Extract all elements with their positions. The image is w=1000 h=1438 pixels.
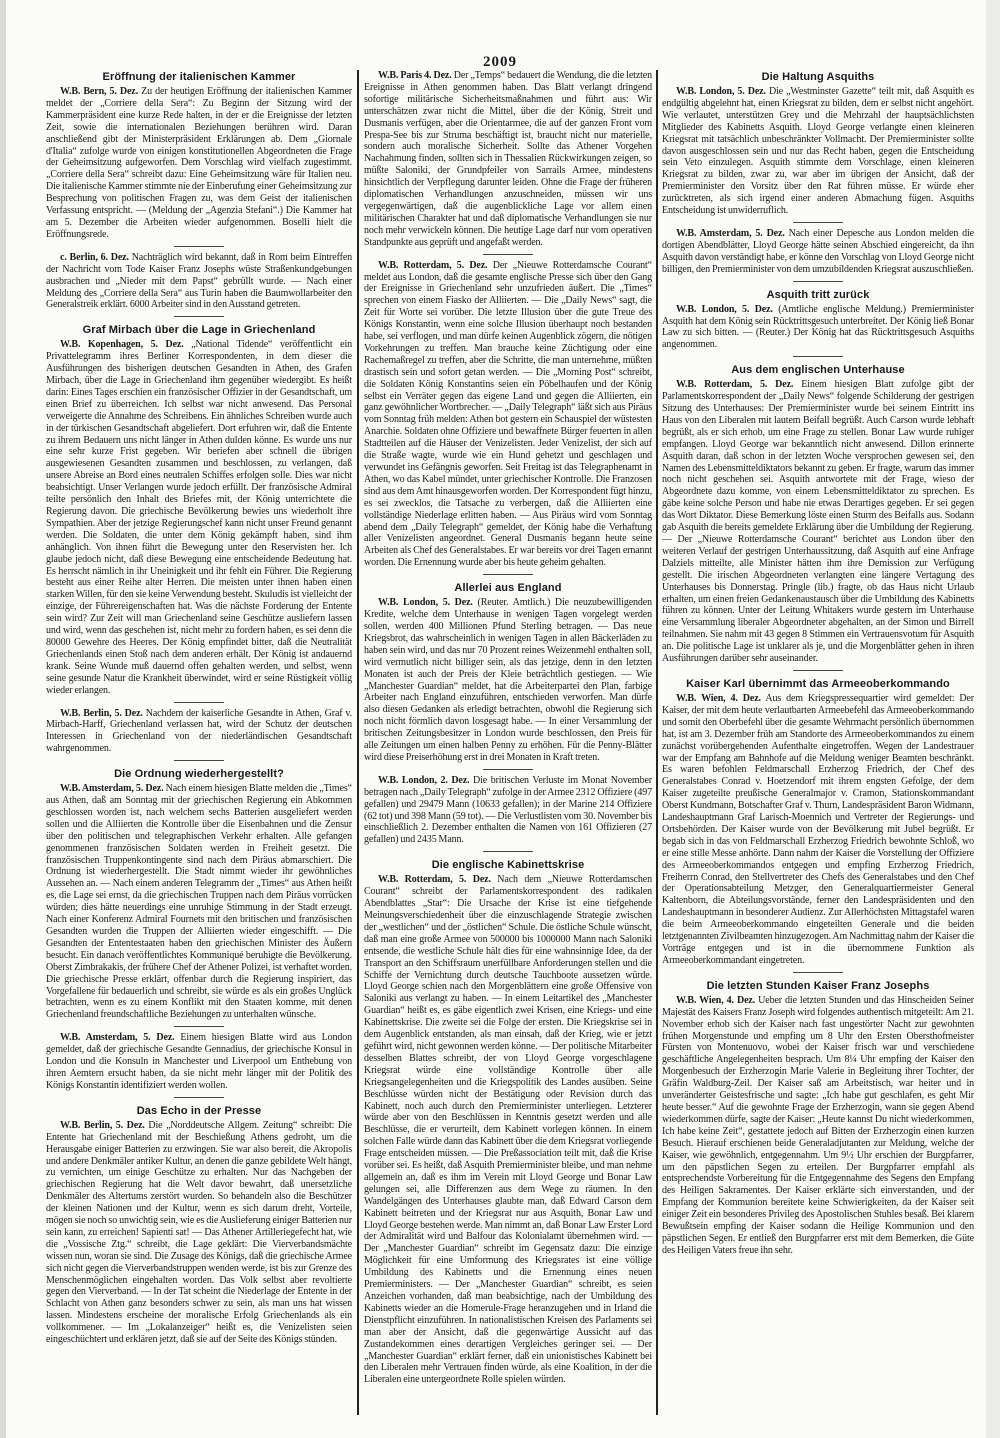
article xyxy=(46,1097,352,1346)
article xyxy=(364,70,652,569)
article-paragraph xyxy=(662,693,974,967)
paragraph-text: Die „Westminster Gazette“ teilt mit, daß Asquith es endgültig abgelehnt hat, einen Kriegsrat zu bilden, dem er selbst nicht angehört. Wie verlautet, unterstützen Grey und die Mehrzahl der hauptsächlichsten Mitglieder des Kabinetts Asquith. Lloyd George verlangte einen kleineren Kriegsrat mit tatsächlich unbeschränkter Vollmacht. Der Premierminister sollte davon ausgeschlossen sein und nur das Recht haben, gegen die Entscheidung sein Veto einzulegen. Asquith stimmte dem Vorschlage, einen kleineren Kriegsrat zu bilden, zwar zu, war aber im übrigen der Ansicht, daß der Premierminister den Vorsitz über den Rat führen müsse. Er würde eher zurücktreten, als sich irgend einer anderen Abmachung fügen. Asquiths Entscheidung ist unwiderruflich. xyxy=(662,86,975,217)
paragraph-text: Nach einem hiesigen Blatte melden die „Times“ aus Athen, daß am Sonntag mit der griechischen Regierung ein Abkommen geschlossen worden ist, nach welchem sechs Batterien ausgeliefert werden sollen und die Alliierten die Kontrolle über die Eisenbahnen und die Zensur über den politischen und telegraphischen Verkehr erhalten. Alle gefangen genommenen französischen Soldaten werden in Freiheit gesetzt. Die französischen Truppenkontingente sind nach dem Piräus abmarschiert. Die Ordnung ist wiederhergestellt. Die Stadt nimmt wieder ihr gewöhnliches Aussehen an. — Nach einem anderen Telegramm der „Times“ aus Athen heißt es, die Lage sei ernst, da die griechischen Truppen nach dem Piräus vorrücken würden; dies hätte neuerdings eine unruhige Stimmung in der Stadt erzeugt. Nach einer Konferenz Admiral Fournets mit den britischen und französischen Gesandten wurden die Truppen der Alliierten wieder eingeschifft. — Die Gesandten der Ententestaaten haben den griechischen Minister des Äußern besucht. Ein danach veröffentlichtes Kommuniqué beruhigte die Bevölkerung. Oberst Zimbrakakis, der frühere Chef der Athener Polizei, ist verhaftet worden. Die griechische Presse erklärt, offenbar durch die Regierung inspiriert, das Vorgefallene für bedauerlich und schreibt, sie würde es als ein großes Unglück betrachten, wenn es zu einem Konflikt mit den Staaten komme, mit denen Griechenland freundschaftliche Beziehungen zu unterhalten wünsche. xyxy=(46,783,352,1021)
column-3 xyxy=(662,70,974,1260)
article-headline: Die Haltung Asquiths xyxy=(761,71,875,83)
paragraph-text: (Reuter. Amtlich.) Die neuzubewilligenden Kredite, welche dem Unterhause in wenigen Tagen vorgelegt werden sollen, werden 400 Millionen Pfund Sterling betragen. — Das neue Kriegsbrot, das wahrscheinlich in wenigen Tagen in allen Bäckerläden zu haben sein wird, und das nur 70 Prozent reines Weizenmehl enthalten soll, wird vermutlich nicht billiger sein, als das jetzige, denn in den letzten Monaten ist auch der Preis der Kleie beträchtlich gestiegen. — Wie „Manchester Guardian“ meldet, hat die Arbeiterpartei den Plan, farbige Arbeiter nach England einzuführen, entschieden verworfen. Man dürfe also diesen Gedanken als erledigt betrachten, obwohl die Regierung sich noch nicht förmlich davon losgesagt habe. — In einer Versammlung der britischen Zeitungsbesitzer in London wurde beschlossen, den Preis für alle Zeitungen um einen halben Penny zu erhöhen. Für die Penny-Blätter wird diese Preiserhöhung erst in drei Monaten in Kraft treten. xyxy=(364,597,653,763)
page-edge-left xyxy=(0,0,6,1438)
paragraph-text: Aus dem Kriegspressequartier wird gemeldet: Der Kaiser, der mit dem heute verlautbarten Armeebefehl das Armeeoberkommando und somit den Oberbefehl über die gesamte Wehrmacht persönlich übernommen hat, ist am 3. Dezember früh am Standorte des Armeeoberkommandos zu einem zunächst vorübergehenden Aufenthalte eingetroffen. Wegen der Landestrauer war der Empfang am Bahnhofe auf die Meldung weniger Beamten beschränkt. Es waren befohlen Feldmarschall Erzherzog Friedrich, der Chef des Generalstabes Conrad v. Hoetzendorf mit ihrem engsten Gefolge, der dem Kaiser zugeteilte preußische Generalmajor v. Cramon, Stationskommandant Oberst Kundmann, Botschafter Graf v. Thurn, Landespräsident Baron Widmann, Landeshauptmann Graf Larisch-Moennich und Vertreter der Regierungs- und Ortsbehörden. Der Kaiser wurde von der Bevölkerung mit Jubel begrüßt. Er begab sich in das von Feldmarschall Erzherzog Friedrich bewohnte Schloß, wo er eine stille Messe anhörte. Dann nahm der Kaiser die Vorstellung der Offiziere des Armeeoberkommandos entgegen und empfing Erzherzog Friedrich, Freiherrn Conrad, den Stellvertreter des Chefs des Generalstabes und den Chef der Operationsabteilung Metzger, den Generalquartiermeister General Kaltenborn, die Abteilungsvorstände, ferner den Landespräsidenten und den Landeshauptmann in besonderer Audienz. Zur Allerhöchsten Mittagstafel waren die beim Armeeoberkommando eingeteilten Generale und die beiden letztgenannten Zivilbeamten hinzugezogen. Am Nachmittag nahm der Kaiser die Vorträge entgegen und ist in die übernommene Funktion als Armeeoberkommandant eingetreten. xyxy=(662,692,975,966)
dateline: W.B. Wien, 4. Dez. xyxy=(676,994,756,1006)
article-paragraph xyxy=(46,783,352,1021)
paragraph-text: Der „Nieuwe Rotterdamsche Courant“ meldet aus London, daß die gesamte englische Presse sich über den Gang der Ereignisse in Griechenland sehr unzufrieden äußert. Die „Times“ sprechen von einem Fiasko der Alliierten. — Die „Daily News“ sagt, die Zeit für Worte sei vorüber. Die letzte Illusion über die gute Treue des Königs Konstantin, wenn eine solche Illusion überhaupt noch bestanden habe, sei verflogen, und man dürfe keinen Augenblick zögern, die nötigen Vorkehrungen zu treffen. Man brauche keine Züchtigung oder eine Rachemaßregel zu treffen, aber die Schritte, die man unternehme, müßten drastisch sein und sofort getan werden. — Die „Morning Post“ schreibt, die Soldaten König Konstantins seien ein Pöbelhaufen und der König selbst ein Verräter gegen das eigene Land und gegen die Alliierten, ein ganz gewöhnlicher Wortbrecher. — „Daily Telegraph“ läßt sich aus Piräus vom Sonntag früh melden: Athen bot gestern ein Schauspiel der wüstesten Anarchie. Soldaten ohne Offiziere und bewaffnete Bürger feuerten in allen Stadtteilen auf die Häuser der Venizelisten. Jeder Venizelist, der sich auf die Straße wagte, wurde wie ein Hund gehetzt und geschlagen und verwundet ins Gefängnis geworfen. Seit Freitag ist das Telegraphenamt in Athen, wo das Kabel mündet, unter griechischer Kontrolle. Die Franzosen sind aus dem Amt hinausgeworfen worden. Der Korrespondent fügt hinzu, es sei zwecklos, die Tatsache zu verbergen, daß die Alliierten eine vollständige Niederlage erlitten haben. — Aus Piräus wird vom Sonntag abend dem „Daily Telegraph“ gemeldet, der König habe die Verhaftung aller Venizelisten angeordnet. General Dusmanis begann heute seine Arbeiten als Chef des Generalstabes. Er war bereits vor drei Tagen ernannt worden. Die Ernennung wurde aber bis heute geheim gehalten. xyxy=(364,259,652,569)
paragraph-text: Einem hiesigen Blatt zufolge gibt der Parlamentskorrespondent der „Daily News“ folgende Schilderung der gestrigen Sitzung des Unterhauses: Der Premierminister wurde bei seinem Eintritt ins Haus von den Liberalen mit lautem Beifall begrüßt. Auch Carson wurde lebhaft begrüßt, als er sich erhob, um eine Frage zu stellen. Bonar Law wurde ruhiger empfangen. Lloyd George war bekanntlich nicht anwesend. Dillon erinnerte Asquith daran, daß schon in der letzten Woche versprochen gewesen sei, den Namen des Lebensmitteldiktators bekannt zu geben. Er fragte, warum das immer noch nicht geschehen sei. Asquith antwortete mit der Frage, wieso der Abgeordnete dazu komme, von einem Lebensmitteldiktator zu sprechen. Es gäbe keine solche Person und habe nie etwas Derartiges gegeben. Er sei gegen das Wort Diktator. Diese Bemerkung löste einen Sturm des Beifalls aus. Sodann gab Asquith die bereits gemeldete Erklärung über die Umbildung der Regierung. — Der „Nieuwe Rotterdamsche Courant“ berichtet aus London über den weiteren Verlauf der gestrigen Unterhaussitzung, daß Asquith auf eine Anfrage Dalziels mitteilte, alle Minister hätten ihm ihre Demission zur Verfügung gestellt. Die irischen Abgeordneten verlangten eine längere Vertagung des Unterhauses bis Donnerstag. Pringle (lib.) fragte, ob das Haus nicht Urlaub erhalten, um einen freien Gedankenaustausch über die Umbildung des Kabinetts führen zu können. Unter der Leitung Whitakers wurde gestern im Unterhause eine Versammlung liberaler Abgeordneter abgehalten, an der Simon und Birrell teilnahmen. Sie nahm mit 43 gegen 8 Stimmen ein Vertrauensvotum für Asquith an. Die politische Lage ist unklarer als je, und die Morgenblätter gehen in ihren Ausführungen darüber sehr auseinander. xyxy=(662,379,974,665)
article xyxy=(46,760,352,1092)
article-paragraph xyxy=(364,70,652,249)
paragraph-text: „National Tidende“ veröffentlicht ein Privattelegramm ihres Berliner Korrespondenten, in dem dieser die Ausführungen des bisherigen deutschen Gesandten in Athen, des Grafen Mirbach, über die Lage in Griechenland ihm gegenüber wiedergibt. Es heißt darin: Eines Tages erschien ein französischer Offizier in der Gesandtschaft, um einen Brief zu überreichen. Ich selbst war nicht anwesend. Das Personal verweigerte die Annahme des Schreibens. Ein ähnliches Schreiben wurde auch in der türkischen Gesandtschaft abgeliefert. Dort erfuhren wir, daß die Entente zu ihrem Bedauern uns nicht länger in Athen dulden könne. Es wurde uns nur eine sehr kurze Frist gegeben. Wir beriefen aber schnell die übrigen ausgewiesenen Gesandten zusammen und beschlossen, zu verlangen, daß unsere Abreise an Bord eines neutralen Schiffes erfolgen solle. Dies war nicht beabsichtigt. Unser Verlangen wurde jedoch erfüllt. Der französische Admiral teilte persönlich den Inhalt des Briefes mit, der König unterrichtete die Regierung davon. Die griechische Bevölkerung bewies uns wiederholt ihre Sympathien. Aber der jetzige Regierungschef kann nicht unser Freund genannt werden. Die Soldaten, die unter dem König gekämpft haben, sind ihm anhänglich. Von ihnen führt die Bewegung unter den Reservisten her. Ich glaube jedoch nicht, daß diese Bewegung eine entscheidende Bedeutung hat. Es herrscht nämlich in ihr Uneinigkeit und ihr fehlt ein Führer. Die Regierung besteht aus einer Reihe alter Herren. Die meisten unter ihnen haben einen starken Willen, für den sie keine Verwendung besteht. Skuludis ist vielleicht der einzige, der Führereigenschaften hat. Was die nächste Forderung der Entente sein wird? Zur Zeit will man Griechenland seine Geschütze ausliefern lassen und wird, wenn das geschehen ist, nicht mehr zu fordern haben, es sei denn die 80000 Gewehre des Heeres. Der König empfindet bitter, daß die Neutralität Griechenlands einen Stoß nach dem anderen erhält. Der König ist andauernd krank. Seine Wunde muß dauernd offen gehalten werden, und selbst, wenn seine gesunde Natur die Krankheit überwindet, wird er seine Rüstigkeit völlig wieder erlangen. xyxy=(46,339,352,696)
dateline: W.B. Berlin, 5. Dez. xyxy=(60,707,143,719)
dateline: W.B. Amsterdam, 5. Dez. xyxy=(60,783,164,795)
separator-rule xyxy=(174,246,224,247)
paragraph-text: Einem hiesigen Blatte wird aus London gemeldet, daß der griechische Gesandte Gennadius, der griechische Konsul in London und die Konsuln in Manchester und Liverpool um Enthebung von ihren Aemtern ersucht haben, da sie nicht mehr länger mit der Politik des Königs Konstantin identifiziert werden wollen. xyxy=(46,1032,352,1091)
column-2 xyxy=(364,70,652,1389)
column-rule xyxy=(656,70,658,1415)
article-paragraph xyxy=(46,1032,352,1092)
dateline: W.B. London, 5. Dez. xyxy=(676,303,773,315)
article-paragraph xyxy=(46,339,352,696)
separator-rule xyxy=(793,222,843,223)
page-number: 2009 xyxy=(483,54,517,70)
page-edge-right xyxy=(986,0,1000,1438)
article-paragraph xyxy=(364,874,652,1386)
paragraph-text: Nach dem „Nieuwe Rotterdamschen Courant“ schreibt der Parlamentskorrespondent des radikalen Abendblattes „Star“: Die Ursache der Krise ist eine tiefgehende Meinungsverschiedenheit über die einzuschlagende Strategie zwischen der „westlichen“ und der „östlichen“ Schule. Die östliche Schule wünscht, daß man eine große Armee von 500000 bis 1000000 Mann nach Saloniki entsende, die westliche Schule hält dies für eine wahnsinnige Idee, da der Transport an den Schiffsraum unerfüllbare Anforderungen stellen und die Schiffe der Vernichtung durch deutsche Tauchboote aussetzen würde. Lloyd George schien nach den Morgenblättern eine große Offensive von Saloniki aus verlangt zu haben. — In einem Leitartikel des „Manchester Guardian“ heißt es, es gäbe eigentlich zwei Krisen, eine Kriegs- und eine Kabinettskrise. Die zweite sei die Folge der ersten. Die Kriegskrise sei in dem Augenblick entstanden, als man einsah, daß der Krieg, wie er jetzt geführt wird, nicht gewonnen werden könne. — Der politische Mitarbeiter desselben Blattes schreibt, der von Lloyd George vorgeschlagene Kriegsrat würde eine vollständige Kontrolle über alle Kriegsangelegenheiten und die Kriegspolitik des Landes ausüben. Seine Beschlüsse würden nicht der Bestätigung oder Revision durch das Kabinett, noch auch durch den Premierminister unterliegen. Letzterer würde aber von den Beschlüssen in Kenntnis gesetzt werden und alle Beschlüsse, die er verurteilt, dem Kabinett vorlegen können. In einem solchen Falle würde dann das Kabinett über die dem Kriegsrat vorliegende Frage entscheiden müssen. — Die Preßassociation teilt mit, daß die Krise vorüber sei. Es heißt, daß Asquith Premierminister bleibe, und man nehme allgemein an, daß es ihm im Verein mit Lloyd George und Bonar Law gelungen sei, alle Differenzen aus dem Wege zu räumen. In den Wandelgängen des Unterhauses glaubte man, daß Edward Carson dem Kabinett beitreten und der Kriegsrat nur aus Asquith, Bonar Law und Lloyd George bestehen werde. Man nimmt an, daß Bonar Law Erster Lord der Admiralität wird und Balfour das Kolonialamt übernehmen wird. — Der „Manchester Guardian“ schreibt im Gegensatz dazu: Die einzige Möglichkeit für eine Umformung des Kriegsrates ist eine völlige Umbildung des Kabinetts und die Ernennung eines neuen Premierministers. — Der „Manchester Guardian“ schreibt, es seien Anzeichen vorhanden, daß man beabsichtige, nach der Umbildung des Kabinetts wieder an die Homerule-Frage heranzugehen und in Irland die Dienstpflicht einzuführen. In nationalistischen Kreisen des Parlaments sei man aber der Ansicht, daß die gegenwärtige Aussicht auf das Zustandekommen eines derartigen Vergleiches geringer sei. — Der „Manchester Guardian“ erklärt ferner, daß ein unionistisches Kabinett bei den Liberalen mehr Vertrauen finden würde, als eine Koalition, in der die Liberalen eine untergeordnete Rolle spielen würden. xyxy=(364,874,653,1386)
paragraph-text: Zu der heutigen Eröffnung der italienischen Kammer meldet der „Corriere della Sera“: Zu Beginn der Sitzung wird der Kammerpräsident eine kurze Rede halten, in der er die Ereignisse der letzten Zeit, sowie die internationalen Beziehungen berühren wird. Daran anschließend gibt der Ministerpräsident Erklärungen ab. Dem „Giornale d'Italia“ zufolge wurde von einigen konstitutionellen Abgeordneten die Frage der Geheimsitzung aufgeworfen. Dem Vorschlag wird vielfach zugestimmt. „Corriere della Sera“ schreibt dazu: Eine Geheimsitzung wäre für Italien neu. Die italienische Kammer stimmte nie der Einberufung einer Geheimsitzung zur Besprechung von politischen Fragen zu, was dem Geist der italienischen Verfassung entspricht. — (Meldung der „Agenzia Stefani“.) Die Kammer hat am 5. Dezember die Arbeiten wieder aufgenommen. Boselli hielt die Eröffnungsrede. xyxy=(46,86,352,240)
article xyxy=(662,356,974,665)
paragraph-text: Nach einer Depesche aus London melden die dortigen Abendblätter, Lloyd George hätte seinen Abschied eingereicht, da ihn Asquith davon verständigt habe, er könne den Vorschlag von Lloyd George nicht billigen, den Premierminister von dem umzubildenden Kriegsrat auszuschließen. xyxy=(662,227,974,275)
article-headline: Die Ordnung wiederhergestellt? xyxy=(114,768,284,781)
article-paragraph xyxy=(364,775,652,846)
dateline: c. Berlin, 6. Dez. xyxy=(60,251,129,263)
article-paragraph xyxy=(46,1120,352,1346)
article xyxy=(662,71,974,276)
article xyxy=(662,972,974,1257)
dateline: W.B. Amsterdam, 5. Dez. xyxy=(60,1032,175,1044)
separator-rule xyxy=(483,769,533,770)
article-headline: Die englische Kabinettskrise xyxy=(431,859,585,872)
article xyxy=(46,71,352,311)
article-headline: Asquith tritt zurück xyxy=(766,288,870,301)
article-paragraph xyxy=(364,260,652,570)
article xyxy=(662,670,974,967)
dateline: W.B. Amsterdam, 5. Dez. xyxy=(676,227,785,239)
paragraph-text: Die britischen Verluste im Monat November betragen nach „Daily Telegraph“ zufolge in der Armee 2312 Offiziere (497 gefallen) und 29479 Mann (10633 gefallen); in der Marine 214 Offiziere (62 tot) und 398 Mann (59 tot). — Die Verlustlisten vom 30. November bis einschließlich 2. Dezember enthalten die Namen von 161 Offizieren (27 gefallen) und 2435 Mann. xyxy=(364,774,652,846)
article-headline: Eröffnung der italienischen Kammer xyxy=(102,71,296,83)
paragraph-text: (Amtliche englische Meldung.) Premierminister Asquith hat dem König sein Rücktrittsgesuch unterbreitet. Der König ließ Bonar Law zu sich bitten. — (Reuter.) Der König hat das Rücktrittsgesuch Asquiths angenommen. xyxy=(662,303,975,351)
article xyxy=(364,851,652,1386)
dateline: W.B. Rotterdam, 5. Dez. xyxy=(676,379,794,391)
article-headline: Allerlei aus England xyxy=(454,582,562,595)
dateline: W.B. Rotterdam, 5. Dez. xyxy=(378,259,488,271)
article xyxy=(46,316,352,755)
column-rule xyxy=(357,70,359,1415)
article-paragraph xyxy=(662,995,974,1257)
paragraph-text: Der „Temps“ bedauert die Wendung, die die letzten Ereignisse in Athen genommen haben. Das Blatt verlangt dringend sofortige militärische Sicherheitsmaßnahmen und führt aus: Wir unterschätzen zwar nicht die Mittel, über die der König, Streit und Dusmanis verfügen, aber die Orientarmee, die auf der ganzen Front vom Prespa-See bis zur Struma beschäftigt ist, braucht nicht nur materielle, sondern auch moralische Sicherheit. Sollte das Athener Vorgehen Nachahmung finden, sollten sich in Thessalien Rückwirkungen zeigen, so müßte Saloniki, der Grundpfeiler von Sarrails Armee, mindestens hinsichtlich der Verpflegung darunter leiden. Ohne die Frage der früheren diplomatischen Verhandlungen anzuschneiden, müssen wir uns vergegenwärtigen, daß die augenblickliche Lage vor allem einen militärischen Charakter hat und daß diplomatische Verhandlungen sie nur noch mehr verwickeln können. Die heutige Lage darf nur vom operativen Standpunkte aus geprüft und angefaßt werden. xyxy=(364,70,652,248)
dateline: W.B. Bern, 5. Dez. xyxy=(60,86,138,97)
dateline: W.B. London, 5. Dez. xyxy=(378,597,473,609)
article-paragraph xyxy=(46,86,352,241)
article-paragraph xyxy=(662,304,974,352)
dateline: W.B. Berlin, 5. Dez. xyxy=(60,1119,145,1131)
separator-rule xyxy=(483,254,533,255)
dateline: W.B. London, 5. Dez. xyxy=(676,86,766,97)
separator-rule xyxy=(174,1026,224,1027)
column-1 xyxy=(46,70,352,1349)
article-headline: Das Echo in der Presse xyxy=(136,1104,262,1117)
paragraph-text: Nachträglich wird bekannt, daß in Rom beim Eintreffen der Nachricht vom Tode Kaiser Franz Josephs wüste Straßenkundgebungen ausbrachen und „Nieder mit dem Papst“ gebrüllt wurde. — Nach einer Meldung des „Corriere della Sera“ aus Turin haben die Baumwollarbeiter den Generalstreik erklärt. 6000 Arbeiter sind in den Ausstand getreten. xyxy=(46,251,353,311)
article-paragraph xyxy=(662,379,974,665)
dateline: W.B. Rotterdam, 5. Dez. xyxy=(378,874,491,886)
article-paragraph xyxy=(662,86,974,217)
dateline: W.B. Paris 4. Dez. xyxy=(378,70,452,81)
article-paragraph xyxy=(364,597,652,764)
article-headline: Aus dem englischen Unterhause xyxy=(731,364,905,377)
article-paragraph xyxy=(662,228,974,276)
article xyxy=(364,574,652,846)
article-headline: Die letzten Stunden Kaiser Franz Josephs xyxy=(706,979,930,992)
article xyxy=(662,281,974,352)
article-headline: Graf Mirbach über die Lage in Griechenland xyxy=(82,324,316,337)
dateline: W.B. Wien, 4. Dez. xyxy=(676,692,761,704)
paragraph-text: Die „Norddeutsche Allgem. Zeitung“ schreibt: Die Entente hat Griechenland mit der Beschießung Athens gedroht, um die Herausgabe einiger Batterien zu erzwingen. Sie war also bereit, die Akropolis und andere Denkmäler antiker Kultur, an denen die ganze gebildete Welt hängt, zu vernichten, um einige Geschütze zu erhalten. Nur das Nachgeben der griechischen Regierung hat die Welt davor bewahrt, daß unersetzliche Denkmäler des Altertums zerstört wurden. So behandeln also die Beschützer der kleinen Nationen und der Kultur, wenn es sich darum dreht, Vorteile, mögen sie noch so unwichtig sein, wie es die Auslieferung einiger Batterien nur sein kann, zu erreichen! Sapienti sat! — Das Athener Artilleriegefecht hat, wie die „Vossische Ztg.“ schreibt, die Lage geklärt: Die Vierverbandsmächte wissen nun, woran sie sind. Die Zusage des Königs, daß die griechische Armee sich nicht gegen die Vierverbandstruppen wenden werde, ist bis zur Grenze des Menschenmöglichen eingehalten worden. Das Volk selbst aber revoltierte gegen den Vierverband. — In der Tat scheint die Niederlage der Entente in der Schlacht von Athen ganz besonders schwer zu sein, als man uns hat wissen lassen. Mindestens erscheine der moralische Erfolg Griechenlands als ein vollkommener. — Im „Lokalanzeiger“ heißt es, die Venizelisten seien eingeschüchtert und erklären jetzt, daß sie auf der Seite des Königs stünden. xyxy=(46,1119,353,1346)
dateline: W.B. London, 2. Dez. xyxy=(378,774,470,786)
separator-rule xyxy=(174,702,224,703)
article-paragraph xyxy=(46,708,352,756)
paragraph-text: Ueber die letzten Stunden und das Hinscheiden Seiner Majestät des Kaisers Franz Joseph wird folgendes authentisch mitgeteilt: Am 21. November erhob sich der Kaiser nach fast ungestörter Nacht zur gewohnten frühen Morgenstunde und empfing um 8 Uhr den Ersten Obersthofmeister Fürsten von Montenuovo, wobei der Kaiser frisch war und verschiedene geschäftliche Angelegenheiten besprach. Um 8¼ Uhr empfing der Kaiser den Morgenbesuch der Erzherzogin Marie Valerie in Begleitung ihrer Tochter, der Gräfin Waldburg-Zeil. Der Kaiser saß am Arbeitstisch, war heiter und in unveränderter Geistesfrische und sagte: „Ich habe gut geschlafen, es geht Mir heute besser.“ Auf die gewohnte Frage der Erzherzogin, wann sie gegen Abend wiederkommen dürfe, sagte der Kaiser: „Heute kannst Du nicht wiederkommen, Ich habe keine Zeit“, gestattete jedoch auf Bitten der Erzherzogin einen kurzen Besuch. Hierauf erschienen beide Generaladjutanten zur Meldung, welche der Kaiser, wie gewöhnlich, entgegennahm. Um 9½ Uhr erschien der Burgpfarrer, um den päpstlichen Segen zu erteilen. Der Burgpfarrer empfahl als entsprechendste Vorbereitung für die Entgegennahme des Segens den Empfang des Heiligen Sakramentes. Der Kaiser erklärte sich einverstanden, und der Empfang der Kommunion bereitete keine Schwierigkeiten, da der Kaiser seit einiger Zeit ein besonderes Privileg des Apostolischen Stuhles besaß. Bei klarem Bewußtsein empfing der Kaiser sodann die Heilige Kommunion und den päpstlichen Segen. Er entließ den Burgpfarrer erst mit dem Bemerken, die Güte des Heiligen Vaters freue ihn sehr. xyxy=(662,994,974,1256)
article-paragraph xyxy=(46,252,352,312)
paragraph-text: Nachdem der kaiserliche Gesandte in Athen, Graf v. Mirbach-Harff, Griechenland verlassen hat, wird der Schutz der deutschen Interessen in Griechenland von der niederländischen Gesandtschaft wahrgenommen. xyxy=(46,707,353,755)
article-headline: Kaiser Karl übernimmt das Armeeoberkommando xyxy=(686,677,950,690)
dateline: W.B. Kopenhagen, 5. Dez. xyxy=(60,339,184,351)
